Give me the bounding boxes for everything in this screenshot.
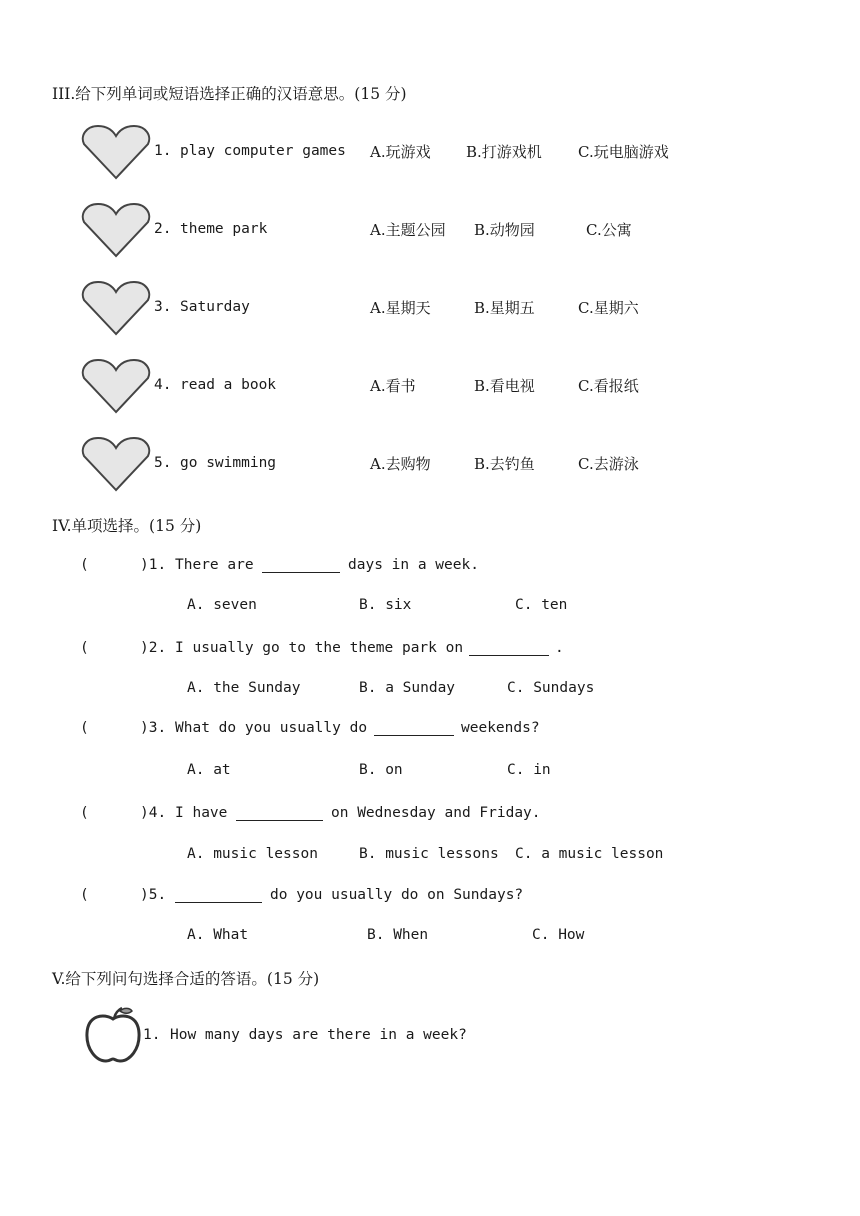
option-b: B.打游戏机 [466,143,542,161]
option-a: A.主题公园 [370,221,446,239]
item-number: 1. [154,143,172,159]
option-a: A. at [187,762,231,778]
option-c: C.看报纸 [578,377,639,395]
option-b: B. When [367,927,429,943]
question-number: )5. [140,887,167,903]
option-b: B. a Sunday [359,680,456,696]
option-c: C.去游泳 [578,455,639,473]
option-b: B.动物园 [474,221,535,239]
option-a: A. the Sunday [187,680,301,696]
option-c: C. a music lesson [515,846,664,862]
question-text-post: weekends? [461,720,540,736]
option-b: B.看电视 [474,377,535,395]
question-text-post: . [555,640,564,656]
question-text-pre: What do you usually do [175,720,368,736]
item-number: 4. [154,377,172,393]
option-c: C. How [532,927,585,943]
option-b: B. on [359,762,403,778]
option-a: A.星期天 [370,299,431,317]
item-number: 2. [154,221,172,237]
option-c: C.玩电脑游戏 [578,143,669,161]
section-3-heading: III.给下列单词或短语选择正确的汉语意思。(15 分) [52,85,407,103]
heart-icon [80,278,152,338]
answer-paren: ( [80,557,89,573]
answer-blank[interactable] [236,806,323,821]
option-a: A. seven [187,597,257,613]
question-text-pre: There are [175,557,254,573]
option-b: B.去钓鱼 [474,455,535,473]
option-a: A.看书 [370,377,416,395]
item-phrase: go swimming [180,455,277,471]
apple-icon [82,1005,144,1067]
option-c: C. ten [515,597,568,613]
option-c: C. in [507,762,551,778]
question-number: )1. [140,557,167,573]
option-a: A.去购物 [370,455,431,473]
question-text-post: days in a week. [348,557,479,573]
answer-blank[interactable] [175,888,262,903]
item-number: 3. [154,299,172,315]
item-number: 5. [154,455,172,471]
option-a: A. music lesson [187,846,318,862]
question-text: How many days are there in a week? [170,1027,467,1043]
section-5-heading: V.给下列问句选择合适的答语。(15 分) [52,970,320,988]
question-number: 1. [143,1027,161,1043]
question-text-pre: I usually go to the theme park on [175,640,464,656]
question-number: )4. [140,805,167,821]
option-a: A. What [187,927,249,943]
option-c: C.星期六 [578,299,639,317]
answer-paren: ( [80,805,89,821]
question-text-post: do you usually do on Sundays? [270,887,524,903]
answer-blank[interactable] [374,721,454,736]
question-text-post: on Wednesday and Friday. [331,805,541,821]
answer-paren: ( [80,887,89,903]
item-phrase: read a book [180,377,277,393]
heart-icon [80,200,152,260]
answer-paren: ( [80,640,89,656]
option-b: B.星期五 [474,299,535,317]
option-b: B. music lessons [359,846,499,862]
item-phrase: play computer games [180,143,346,159]
option-a: A.玩游戏 [370,143,431,161]
question-number: )2. [140,640,167,656]
heart-icon [80,434,152,494]
answer-blank[interactable] [262,558,340,573]
question-text-pre: I have [175,805,228,821]
option-b: B. six [359,597,412,613]
item-phrase: Saturday [180,299,250,315]
heart-icon [80,356,152,416]
option-c: C.公寓 [586,221,632,239]
answer-blank[interactable] [469,641,549,656]
option-c: C. Sundays [507,680,595,696]
answer-paren: ( [80,720,89,736]
question-number: )3. [140,720,167,736]
section-4-heading: IV.单项选择。(15 分) [52,517,202,535]
heart-icon [80,122,152,182]
item-phrase: theme park [180,221,268,237]
